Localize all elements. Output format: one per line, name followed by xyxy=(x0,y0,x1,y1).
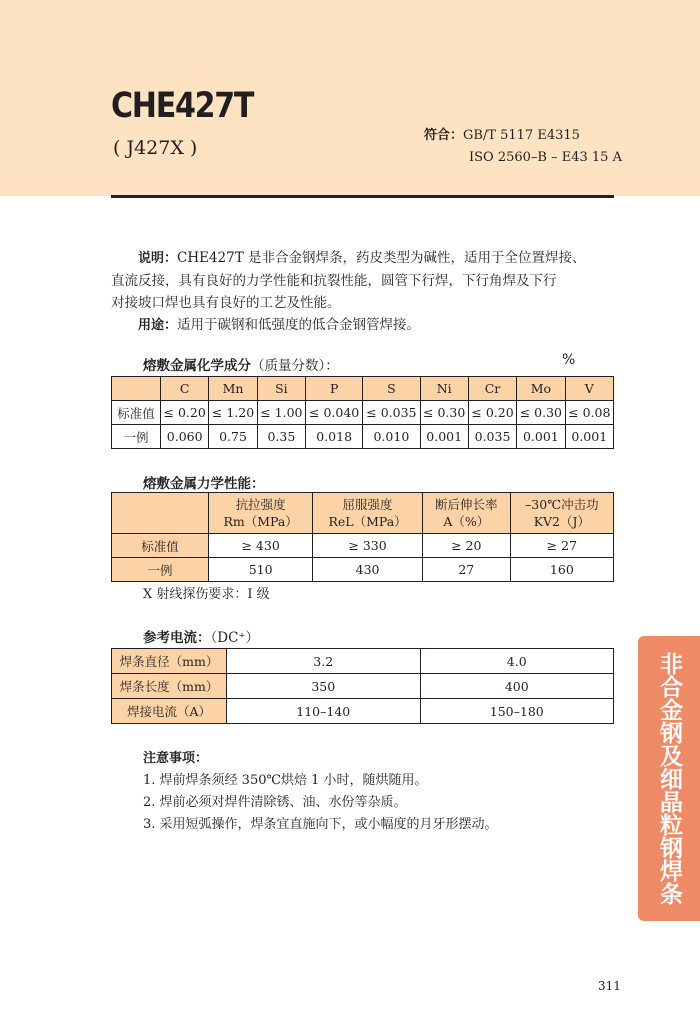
cell: ≤ 0.30 xyxy=(420,401,468,425)
col-header: Mn xyxy=(209,377,257,401)
cell: 150–180 xyxy=(420,699,614,724)
side-tab-text: 非合金钢及细晶粒钢焊条 xyxy=(656,652,682,905)
cell: 0.35 xyxy=(257,425,305,449)
cell: ≥ 27 xyxy=(510,534,613,558)
col-header-l2: A（%） xyxy=(443,514,490,529)
description xyxy=(111,247,617,337)
chem-table xyxy=(111,376,614,449)
cell: 430 xyxy=(313,558,423,582)
cell: 0.001 xyxy=(420,425,468,449)
list-item: 3. 采用短弧操作，焊条宜直施向下，或小幅度的月牙形摆动。 xyxy=(143,817,498,832)
current-heading-note: （DC⁺） xyxy=(210,630,260,646)
mech-heading: 熔敷金属力学性能： xyxy=(143,476,265,492)
cell: ≤ 0.040 xyxy=(306,401,363,425)
table-row xyxy=(112,674,614,699)
col-header xyxy=(313,493,423,534)
cell: 0.060 xyxy=(161,425,209,449)
current-heading xyxy=(143,626,259,646)
cell: 0.018 xyxy=(306,425,363,449)
col-header: C xyxy=(161,377,209,401)
col-header-l1: 断后伸长率 xyxy=(435,497,498,512)
col-header-l2: ReL（MPa） xyxy=(328,514,407,529)
current-table xyxy=(111,648,614,724)
col-header: Ni xyxy=(420,377,468,401)
cell: 0.001 xyxy=(517,425,565,449)
col-header: P xyxy=(306,377,363,401)
desc-text-2: 直流反接，具有良好的力学性能和抗裂性能，圆管下行焊，下行角焊及下行 xyxy=(111,273,557,289)
col-header xyxy=(209,493,313,534)
corner-cell xyxy=(112,377,161,401)
row-label: 一例 xyxy=(112,425,161,449)
table-row xyxy=(112,558,614,582)
row-label: 焊接电流（A） xyxy=(112,699,227,724)
cell: 400 xyxy=(420,674,614,699)
col-header-l2: KV2（J） xyxy=(533,514,591,529)
standard-2: ISO 2560–B – E43 15 A xyxy=(469,150,622,165)
cell: ≤ 0.035 xyxy=(363,401,420,425)
table-row xyxy=(112,425,614,449)
notes-heading: 注意事项： xyxy=(143,751,209,766)
cell: ≤ 0.20 xyxy=(468,401,516,425)
table-header-row xyxy=(112,493,614,534)
cell: ≤ 0.30 xyxy=(517,401,565,425)
col-header-l1: 屈服强度 xyxy=(342,497,393,512)
cell: 160 xyxy=(510,558,613,582)
col-header xyxy=(422,493,510,534)
cell: 110–140 xyxy=(227,699,421,724)
desc-text-1: CHE427T 是非合金钢焊条，药皮类型为碱性，适用于全位置焊接、 xyxy=(177,250,586,266)
notes xyxy=(143,748,498,836)
table-header-row xyxy=(112,377,614,401)
col-header xyxy=(510,493,613,534)
page-number: 311 xyxy=(598,979,621,993)
chem-heading xyxy=(143,354,339,374)
cell: 0.035 xyxy=(468,425,516,449)
desc-label: 说明： xyxy=(138,251,178,266)
col-header-l2: Rm（MPa） xyxy=(223,514,298,529)
product-title: CHE427T xyxy=(111,86,254,126)
col-header: Si xyxy=(257,377,305,401)
cell: 3.2 xyxy=(227,649,421,674)
table-row xyxy=(112,534,614,558)
row-label: 标准值 xyxy=(112,534,209,558)
cell: ≥ 330 xyxy=(313,534,423,558)
chem-heading-note: （质量分数）： xyxy=(251,358,339,374)
title-rule xyxy=(111,195,614,198)
current-heading-text: 参考电流： xyxy=(143,630,211,646)
cell: ≥ 20 xyxy=(422,534,510,558)
col-header: V xyxy=(565,377,613,401)
chem-unit: % xyxy=(562,352,576,368)
col-header-l1: –30℃冲击功 xyxy=(525,497,599,512)
cell: ≤ 1.00 xyxy=(257,401,305,425)
cell: 27 xyxy=(422,558,510,582)
cell: 350 xyxy=(227,674,421,699)
row-label: 焊条直径（mm） xyxy=(112,649,227,674)
standard-1: GB/T 5117 E4315 xyxy=(463,128,580,143)
row-label: 标准值 xyxy=(112,401,161,425)
row-label: 一例 xyxy=(112,558,209,582)
row-label: 焊条长度（mm） xyxy=(112,674,227,699)
col-header: Cr xyxy=(468,377,516,401)
side-tab xyxy=(638,636,700,921)
cell: ≤ 0.20 xyxy=(161,401,209,425)
col-header: S xyxy=(363,377,420,401)
table-row xyxy=(112,401,614,425)
cell: ≤ 0.08 xyxy=(565,401,613,425)
desc-text-3: 对接坡口焊也具有良好的工艺及性能。 xyxy=(111,295,341,311)
standards-block xyxy=(424,125,622,169)
cell: 0.001 xyxy=(565,425,613,449)
mech-table xyxy=(111,492,614,582)
xray-requirement: X 射线探伤要求：I 级 xyxy=(143,587,270,602)
cell: ≥ 430 xyxy=(209,534,313,558)
col-header: Mo xyxy=(517,377,565,401)
conform-label: 符合： xyxy=(424,128,464,143)
cell: 0.010 xyxy=(363,425,420,449)
list-item: 1. 焊前焊条须经 350℃烘焙 1 小时，随烘随用。 xyxy=(143,773,428,788)
cell: 0.75 xyxy=(209,425,257,449)
cell: ≤ 1.20 xyxy=(209,401,257,425)
cell: 510 xyxy=(209,558,313,582)
table-row xyxy=(112,699,614,724)
product-subtitle: ( J427X ) xyxy=(113,137,198,159)
use-label: 用途： xyxy=(138,318,178,333)
table-row xyxy=(112,649,614,674)
col-header-l1: 抗拉强度 xyxy=(235,497,286,512)
cell: 4.0 xyxy=(420,649,614,674)
list-item: 2. 焊前必须对焊件清除锈、油、水份等杂质。 xyxy=(143,795,407,810)
use-text: 适用于碳钢和低强度的低合金钢管焊接。 xyxy=(177,317,421,333)
corner-cell xyxy=(112,493,209,534)
chem-heading-text: 熔敷金属化学成分 xyxy=(143,358,251,374)
